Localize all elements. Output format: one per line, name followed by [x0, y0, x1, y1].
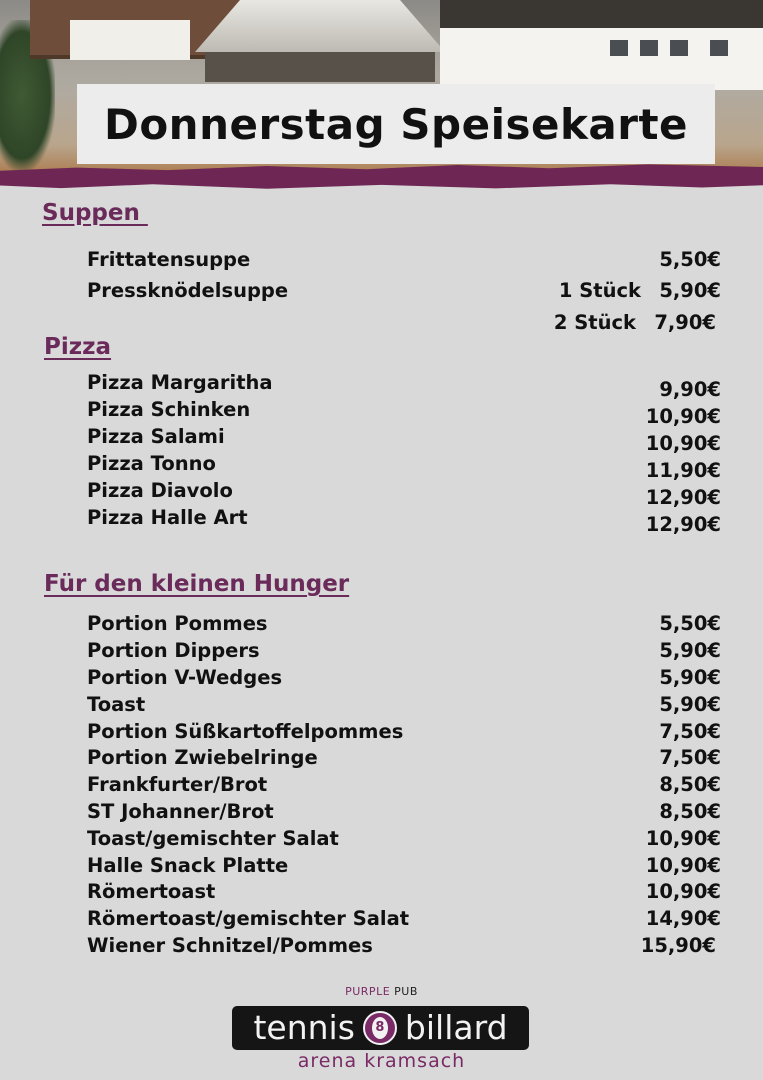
- item-price: 10,90€: [645, 880, 721, 903]
- item-name: Römertoast/gemischter Salat: [87, 907, 410, 930]
- menu-item: [87, 880, 721, 907]
- menu-item: [87, 639, 721, 666]
- menu-item: [87, 311, 721, 338]
- item-name: Pizza Salami: [87, 425, 225, 448]
- section-heading-suppen: Suppen: [42, 200, 148, 226]
- page-title: Donnerstag Speisekarte: [103, 99, 689, 149]
- item-price: 7,50€: [659, 720, 721, 743]
- item-price: 15,90€: [640, 934, 716, 957]
- item-quantity: 2 Stück: [553, 311, 636, 334]
- menu-item: [87, 279, 721, 306]
- item-name: Wiener Schnitzel/Pommes: [87, 934, 373, 957]
- item-price: 11,90€: [645, 459, 721, 482]
- section-heading-kleiner-hunger: Für den kleinen Hunger: [44, 571, 350, 597]
- item-name: Pizza Halle Art: [87, 506, 248, 529]
- item-name: Frankfurter/Brot: [87, 773, 268, 796]
- logo-tagline-accent: PURPLE: [345, 985, 391, 998]
- menu-item: [87, 854, 721, 881]
- item-name: Pizza Schinken: [87, 398, 251, 421]
- item-name: Pressknödelsuppe: [87, 279, 289, 302]
- item-price: 5,90€: [659, 639, 721, 662]
- item-name: Toast: [87, 693, 146, 716]
- logo-subtitle: arena kramsach: [297, 1050, 466, 1072]
- item-price: 9,90€: [659, 378, 721, 401]
- item-name: Pizza Diavolo: [87, 479, 233, 502]
- billiard-ball-icon: [363, 1011, 397, 1045]
- item-quantity: 1 Stück: [558, 279, 641, 302]
- item-name: ST Johanner/Brot: [87, 800, 274, 823]
- item-name: Portion Zwiebelringe: [87, 746, 318, 769]
- item-price: 10,90€: [645, 432, 721, 455]
- menu-item: [87, 398, 721, 428]
- item-price: 5,90€: [659, 693, 721, 716]
- menu-item: [87, 666, 721, 693]
- menu-item: [87, 371, 721, 401]
- menu-item: [87, 907, 721, 934]
- item-name: Toast/gemischter Salat: [87, 827, 339, 850]
- menu-item: [87, 720, 721, 747]
- menu-item: [87, 800, 721, 827]
- menu-item: [87, 693, 721, 720]
- logo-word-left: tennis: [253, 1008, 355, 1047]
- item-price: 7,50€: [659, 746, 721, 769]
- section-heading-pizza: Pizza: [44, 334, 112, 360]
- item-name: Pizza Margaritha: [87, 371, 273, 394]
- item-price: 12,90€: [645, 486, 721, 509]
- menu-item: [87, 746, 721, 773]
- item-price: 12,90€: [645, 513, 721, 536]
- item-price: 5,50€: [659, 612, 721, 635]
- item-price: 5,90€: [659, 279, 721, 302]
- item-name: Pizza Tonno: [87, 452, 216, 475]
- item-price: 8,50€: [659, 773, 721, 796]
- item-name: Portion Pommes: [87, 612, 268, 635]
- item-price: 10,90€: [645, 405, 721, 428]
- item-name: Portion Süßkartoffelpommes: [87, 720, 404, 743]
- title-box: [77, 84, 715, 164]
- item-name: Portion Dippers: [87, 639, 260, 662]
- menu-item: [87, 773, 721, 800]
- photo-pavilion: [195, 0, 445, 80]
- logo: [232, 1006, 529, 1050]
- item-name: Halle Snack Platte: [87, 854, 289, 877]
- ball-number: 8: [372, 1017, 388, 1039]
- item-name: Portion V-Wedges: [87, 666, 283, 689]
- item-name: Römertoast: [87, 880, 216, 903]
- menu-item: [87, 506, 721, 536]
- menu-item: [87, 934, 721, 961]
- item-price: 5,90€: [659, 666, 721, 689]
- item-price: 10,90€: [645, 854, 721, 877]
- item-price: 5,50€: [659, 248, 721, 271]
- menu-item: [87, 425, 721, 455]
- logo-word-right: billard: [404, 1008, 508, 1047]
- item-price: 10,90€: [645, 827, 721, 850]
- item-name: Frittatensuppe: [87, 248, 251, 271]
- menu-item: [87, 827, 721, 854]
- menu-item: [87, 452, 721, 482]
- menu-item: [87, 612, 721, 639]
- logo-tagline: [0, 985, 763, 998]
- item-price: 7,90€: [654, 311, 716, 334]
- photo-house: [440, 0, 763, 90]
- item-price: 14,90€: [645, 907, 721, 930]
- logo-tagline-rest: PUB: [390, 985, 418, 998]
- item-price: 8,50€: [659, 800, 721, 823]
- menu-item: [87, 479, 721, 509]
- menu-item: [87, 248, 721, 275]
